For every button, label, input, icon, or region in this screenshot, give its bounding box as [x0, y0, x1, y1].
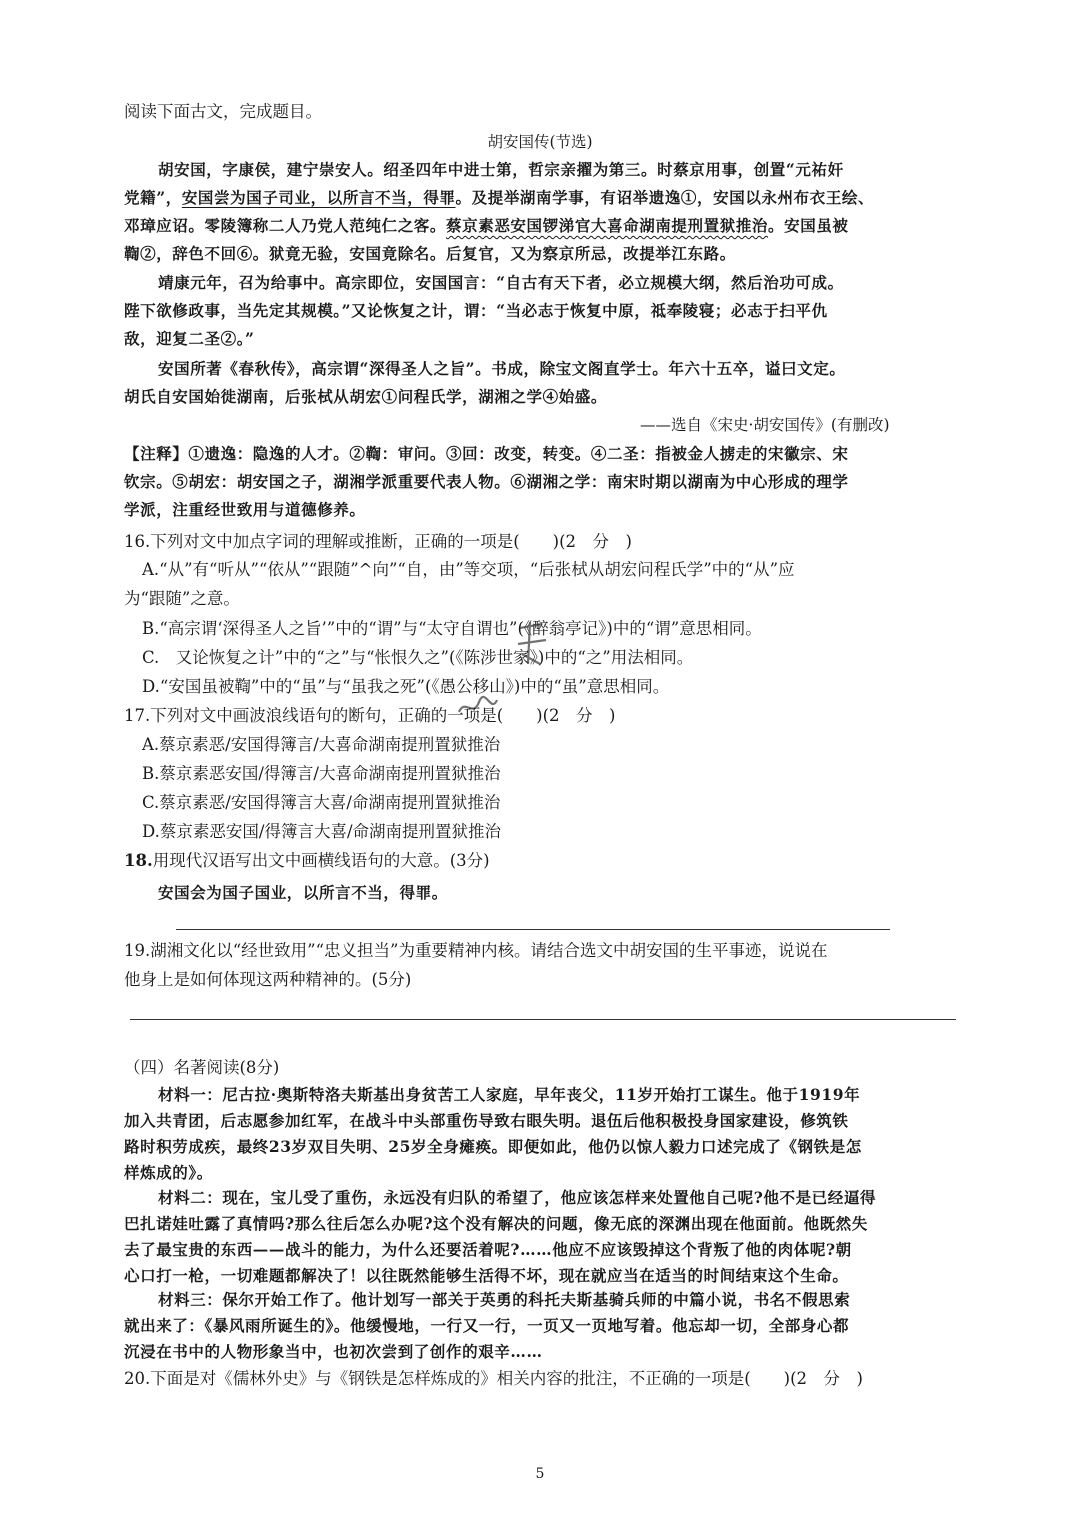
material3-line2: 就出来了：《暴风雨所诞生的》。他缓慢地，一行又一行，一页又一页地写着。他忘却一切，全部身心都 [124, 1316, 850, 1335]
q17-option-a: A.蔡京素恶/安国得簿言/大喜命湖南提刑置狱推治 [142, 735, 501, 754]
q18-stem [124, 850, 490, 872]
passage-p1-line3 [124, 215, 849, 237]
passage-p1-line1: 胡安国，字康侯，建宁崇安人。绍圣四年中进士第，哲宗亲擢为第三。时蔡京用事，创置“元祐奸 [158, 160, 844, 179]
material2-line3: 去了最宝贵的东西——战斗的能力，为什么还要活着呢?……他应不应该毁掉这个背叛了他的肉体呢?朝 [124, 1240, 852, 1259]
passage-title: 胡安国传(节选) [487, 133, 593, 151]
notes-line2: 钦宗。⑤胡宏：胡安国之子，湖湘学派重要代表人物。⑥湖湘之学：南宋时期以湖南为中心形成的理学 [124, 472, 849, 491]
material3-line3: 沉浸在书中的人物形象当中，也初次尝到了创作的艰辛…… [124, 1342, 543, 1361]
page-number: 5 [535, 1466, 545, 1482]
passage-p3-line1: 安国所著《春秋传》，高宗谓“深得圣人之旨”。书成，除宝文阁直学士。年六十五卒，谥曰文定。 [158, 359, 846, 378]
handwriting-scribble [512, 620, 552, 670]
q18-text: 用现代汉语写出文中画横线语句的大意。(3分) [152, 851, 490, 870]
q16-option-c: C. 又论恢复之计”中的“之”与“怅恨久之”(《陈涉世家》)中的“之”用法相同。 [142, 648, 694, 667]
wavy-underlined-sentence: 蔡京素恶安国锣涕官大喜命湖南提刑置狱推治 [446, 216, 769, 235]
underlined-sentence: 安国尝为国子司业，以所言不当，得罪 [181, 188, 456, 207]
q19-line1: 19.湖湘文化以“经世致用”“忠义担当”为重要精神内核。请结合选文中胡安国的生平事迹，说说在 [124, 941, 828, 960]
passage-p1-line4: 鞫②，辞色不回⑥。狱竟无验，安国竟除名。后复官，又为察京所忌，改提举江东路。 [124, 244, 736, 263]
passage-p3-line2: 胡氏自安国始徙湖南，后张栻从胡宏①问程氏学，湖湘之学④始盛。 [124, 387, 608, 406]
q17-option-b: B.蔡京素恶安国/得簿言/大喜命湖南提刑置狱推治 [142, 764, 501, 783]
q19-answer-line[interactable] [130, 1019, 956, 1020]
q17-option-d: D.蔡京素恶安国/得簿言大喜/命湖南提刑置狱推治 [142, 822, 502, 841]
passage-p2-line1: 靖康元年，召为给事中。高宗即位，安国国言：“自古有天下者，必立规模大纲，然后治功可成。 [158, 273, 844, 292]
notes-line1: 【注释】①遗逸：隐逸的人才。②鞫：审问。③回：改变，转变。④二圣：指被金人掳走的宋徽宗、宋 [124, 444, 849, 463]
q20-stem: 20.下面是对《儒林外史》与《钢铁是怎样炼成的》相关内容的批注，不正确的一项是( )(2 分 ) [124, 1369, 863, 1388]
p1-line3-post: 。安国虽被 [768, 216, 849, 235]
passage-p2-line3: 敌，迎复二圣②。” [124, 329, 255, 348]
passage-source: ——选自《宋史·胡安国传》(有删改) [640, 416, 890, 434]
q18-number: 18. [124, 851, 153, 870]
q19-line2: 他身上是如何体现这两种精神的。(5分) [124, 970, 412, 989]
q16-option-a-line2: 为“跟随”之意。 [124, 589, 240, 608]
passage-p2-line2: 陛下欲修政事，当先定其规模。”又论恢复之计，谓：“当必志于恢复中原，祗奉陵寝；必志于扫平仇 [124, 301, 828, 320]
q16-option-d: D.“安国虽被鞫”中的“虽”与“虽我之死”(《愚公移山》)中的“虽”意思相同。 [142, 677, 670, 696]
q18-answer-line [176, 929, 890, 930]
material2-line1: 材料二：现在，宝儿受了重伤，永远没有归队的希望了，他应该怎样来处置他自己呢?他不是已经逼得 [158, 1188, 877, 1207]
material1-line3: 路时积劳成疾，最终23岁双目失明、25岁全身瘫痪。即便如此，他仍以惊人毅力口述完成了《钢铁是怎 [124, 1137, 862, 1156]
passage-p1-line2 [124, 187, 874, 209]
q17-option-c: C.蔡京素恶/安国得簿言大喜/命湖南提刑置狱推治 [142, 793, 501, 812]
reading-instruction: 阅读下面古文，完成题目。 [124, 102, 322, 121]
q18-answer[interactable]: 安国会为国子国业，以所言不当，得罪。 [158, 883, 448, 902]
material1-line2: 加入共青团，后志愿参加红军，在战斗中头部重伤导致右眼失明。退伍后他积极投身国家建设，修筑铁 [124, 1111, 849, 1130]
q16-stem: 16.下列对文中加点字词的理解或推断，正确的一项是( )(2 分 ) [124, 532, 632, 551]
p1-line2-pre: 党籍”， [124, 188, 182, 207]
section4-heading: （四）名著阅读(8分) [124, 1058, 280, 1077]
notes-line3: 学派，注重经世致用与道德修养。 [124, 500, 366, 519]
q16-option-b: B.“高宗谓‘深得圣人之旨’”中的“谓”与“太守自谓也”(《醉翁亭记》)中的“谓”意思相同。 [142, 619, 762, 638]
p1-line2-post: 。及提举湖南学事，有诏举遗逸①，安国以永州布衣王绘、 [455, 188, 875, 207]
material1-line4: 样炼成的》。 [124, 1163, 213, 1182]
material1-line1: 材料一：尼古拉·奥斯特洛夫斯基出身贫苦工人家庭，早年丧父，11岁开始打工谋生。他于1919年 [158, 1085, 861, 1104]
q17-stem: 17.下列对文中画波浪线语句的断句，正确的一项是( )(2 分 ) [124, 706, 616, 725]
p1-line3-pre: 邓璋应诏。零陵簿称二人乃党人范纯仁之客。 [124, 216, 447, 235]
material3-line1: 材料三：保尔开始工作了。他计划写一部关于英勇的科托夫斯基骑兵师的中篇小说，书名不假思索 [158, 1290, 851, 1309]
material2-line2: 巴扎诺娃吐露了真情吗?那么往后怎么办呢?这个没有解决的问题，像无底的深渊出现在他面前。他既然失 [124, 1214, 868, 1233]
q16-option-a-line1: A.“从”有“听从”“依从”“跟随”^向”“自，由”等交项，“后张栻从胡宏问程氏学”中的“从”应 [142, 560, 795, 579]
material2-line4: 心口打一枪，一切难题都解决了！以往既然能够生活得不坏，现在就应当在适当的时间结束这个生命。 [124, 1266, 849, 1285]
